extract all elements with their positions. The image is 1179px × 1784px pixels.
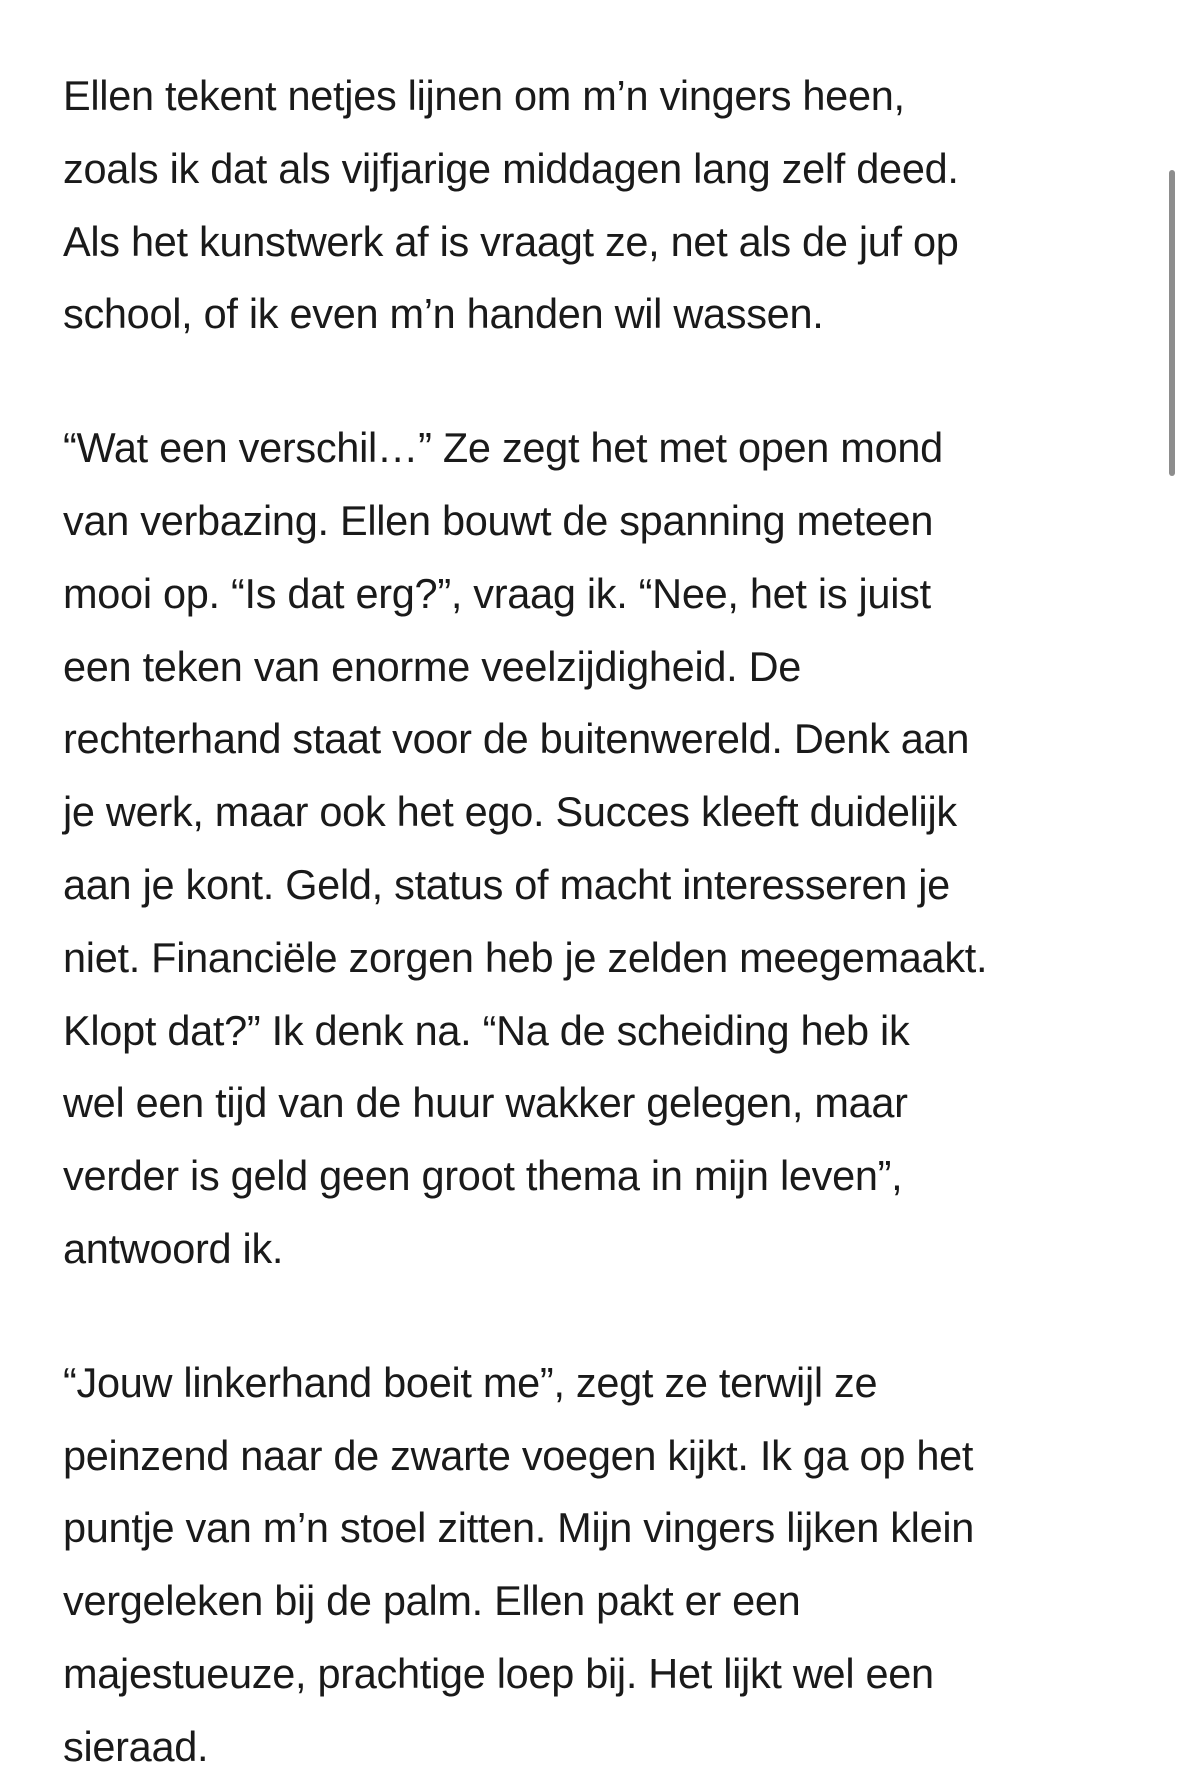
text-line: aan je kont. Geld, status of macht interesseren je [63, 860, 950, 908]
text-line: vergeleken bij de palm. Ellen pakt er een [63, 1577, 801, 1625]
text-line: majestueuze, prachtige loep bij. Het lijkt wel een [63, 1649, 934, 1697]
text-line: Klopt dat?” Ik denk na. “Na de scheiding heb ik [63, 1006, 910, 1054]
text-line: je werk, maar ook het ego. Succes kleeft duidelijk [63, 788, 957, 836]
paragraph-2 [63, 412, 1143, 1286]
text-line: niet. Financiële zorgen heb je zelden meegemaakt. [63, 933, 988, 981]
text-line: mooi op. “Is dat erg?”, vraag ik. “Nee, het is juist [63, 569, 931, 617]
paragraph-1 [63, 60, 1143, 351]
text-line: verder is geld geen groot thema in mijn leven”, [63, 1152, 903, 1200]
text-line: een teken van enorme veelzijdigheid. De [63, 642, 802, 690]
text-line: zoals ik dat als vijfjarige middagen lang zelf deed. [63, 144, 959, 192]
text-line: rechterhand staat voor de buitenwereld. Denk aan [63, 715, 970, 763]
text-line: puntje van m’n stoel zitten. Mijn vingers lijken klein [63, 1504, 975, 1552]
text-line: school, of ik even m’n handen wil wassen. [63, 290, 824, 338]
text-line: antwoord ik. [63, 1224, 284, 1272]
text-line: Ellen tekent netjes lijnen om m’n vingers heen, [63, 72, 905, 119]
text-line: sieraad. [63, 1722, 209, 1770]
text-line: “Jouw linkerhand boeit me”, zegt ze terwijl ze [63, 1358, 878, 1406]
text-line: “Wat een verschil…” Ze zegt het met open mond [63, 424, 943, 472]
paragraph-3 [63, 1347, 1143, 1784]
text-line: Als het kunstwerk af is vraagt ze, net als de juf op [63, 217, 959, 265]
vertical-scrollbar[interactable] [1167, 0, 1179, 1763]
text-line: wel een tijd van de huur wakker gelegen, maar [63, 1079, 908, 1127]
text-line: peinzend naar de zwarte voegen kijkt. Ik ga op het [63, 1431, 974, 1479]
text-line: van verbazing. Ellen bouwt de spanning meteen [63, 496, 934, 544]
article-body [63, 60, 1143, 1784]
scrollbar-thumb[interactable] [1169, 170, 1175, 476]
